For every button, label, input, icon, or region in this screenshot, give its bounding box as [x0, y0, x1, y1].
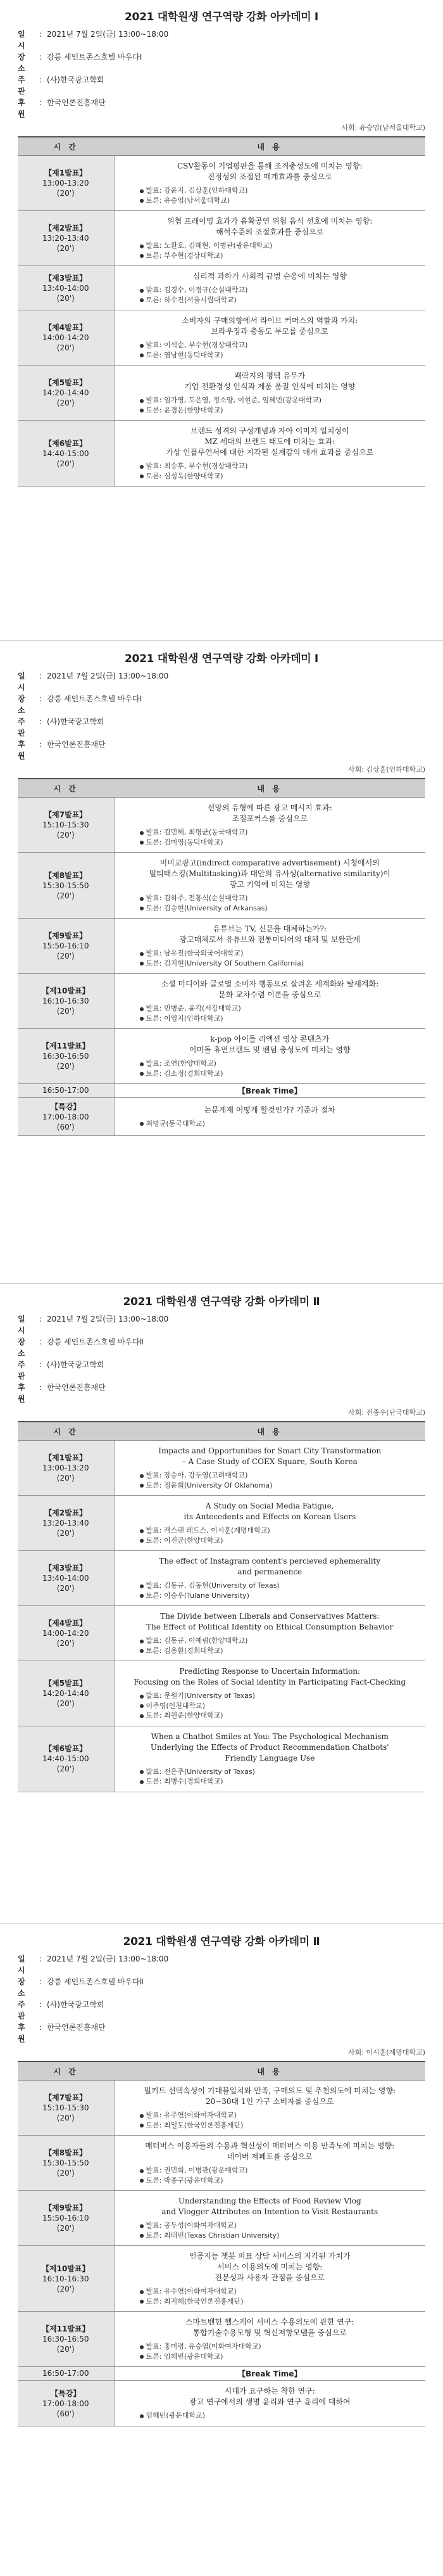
session-content [114, 1496, 425, 1551]
session-content [114, 1606, 425, 1661]
presenter-line: ● 토론: 김소정(경희대학교) [139, 1069, 223, 1078]
header-time: 시 간 [18, 137, 114, 156]
presentation-title: 논문게재 어떻게 할것인가? 기준과 절차 [204, 1105, 335, 1114]
presenter-line: ● 토론: 박종구(광운대학교) [139, 2176, 223, 2184]
table-row [18, 211, 425, 266]
session-content [114, 266, 425, 310]
info-key: 장 소 [18, 1337, 28, 1358]
table-row [18, 2191, 425, 2246]
presentation-title: 소비자의 구매의향에서 라이브 커머스의 역할과 가치: 브라우징과 충동도 부모를 중심으로 [182, 316, 358, 336]
presenter-line: ● 발표: 김동규, 이예림(한양대학교) [139, 1636, 248, 1645]
table-row [18, 1661, 425, 1726]
session-time: 【제4발표】 14:00-14:20 (20') [18, 310, 114, 366]
presentation-title: 소셜 미디어와 글로벌 소비자 행동으로 살려온 세계화와 탈세계화: 문화 교차수렴 이론을 중심으로 [161, 979, 379, 999]
table-row [18, 1029, 425, 1084]
session-content [114, 974, 425, 1029]
presenter-line: ● 토론: 최태민(Texas Christian University) [139, 2231, 280, 2240]
table-row [18, 156, 425, 211]
session-time: 【제7발표】 15:10-15:30 (20') [18, 2081, 114, 2136]
schedule-table [18, 1421, 425, 1792]
info-key: 주 관 [18, 75, 28, 96]
table-row [18, 1098, 425, 1136]
session-time: 【제5발표】 14:20-14:40 (20') [18, 1661, 114, 1726]
info-value: (사)한국광고학회 [47, 1360, 104, 1369]
info-value: (사)한국광고학회 [47, 717, 104, 726]
session-content [114, 919, 425, 974]
table-row [18, 1606, 425, 1661]
moderator: 사회: 김상훈(인하대학교) [347, 765, 425, 774]
session-time: 【특강】 17:00-18:00 (60') [18, 1098, 114, 1136]
break-time: 16:50-17:00 [18, 2367, 114, 2381]
presentation-title: 매터버스 이용자들의 수용과 혁신성이 매터버스 이용 만족도에 미치는 영향: 네이버 제페토를 중심으로 [145, 2141, 395, 2161]
info-key: 후 원 [18, 98, 28, 118]
presentation-title: 심리적 과하가 사회적 규범 순응에 미치는 영향 [192, 272, 347, 281]
moderator: 사회: 이시훈(계명대학교) [347, 2048, 425, 2056]
presenter-line: ● 발표: 유주연(이화여자대학교) [139, 2111, 237, 2119]
info-key: 일 시 [18, 1315, 28, 1335]
presenter-line: ● 토론: 최일도(한국언론진흥재단) [139, 2120, 244, 2129]
info-key: 장 소 [18, 53, 28, 73]
presenter-line: ● 토론: 최병수(경희대학교) [139, 1777, 223, 1785]
presentation-title: 브랜드 성격의 구성개념과 자아 이미지 일치성이 MZ 세대의 브랜드 태도에 미치는 효과: 가상 인플루언서에 대한 지각된 실재감의 매개 효과를 중심으로 [166, 426, 374, 457]
info-value: 한국언론진흥재단 [47, 98, 106, 107]
info-line: 일 시 : 2021년 7월 2일(금) 13:00~18:00 [18, 1315, 169, 1335]
schedule-table [18, 136, 425, 487]
program-section [18, 8, 425, 487]
session-time: 【제10발표】 16:10-16:30 (20') [18, 2246, 114, 2312]
session-content [114, 421, 425, 487]
session-time: 【제6발표】 14:40-15:00 (20') [18, 421, 114, 487]
presenter-line: ● 토론: 이진균(한양대학교) [139, 1536, 223, 1545]
info-line: 후 원 : 한국언론진흥재단 [18, 2023, 106, 2043]
info-key: 주 관 [18, 717, 28, 737]
presenter-line: ● 발표: 김동규, 김동헌(University of Texas) [139, 1581, 280, 1590]
presentation-title: Predicting Response to Uncertain Information: Focusing on the Roles of Social identity in Participating Fact-Checking [134, 1667, 406, 1687]
table-row [18, 1496, 425, 1551]
info-key: 장 소 [18, 1977, 28, 1998]
info-value: 강릉 세인트존스호텔 바우다Ⅱ [47, 1977, 144, 1986]
table-row [18, 266, 425, 310]
session-content [114, 2136, 425, 2191]
presenter-line: ● 토론: 김미영(동덕대학교) [139, 838, 223, 846]
presenter-line: ● 토론: 정윤희(University Of Oklahoma) [139, 1481, 273, 1489]
info-key: 일 시 [18, 30, 28, 50]
table-row [18, 974, 425, 1029]
session-content [114, 1726, 425, 1792]
presenter-line: ● 발표: 임가영, 도은영, 정소양, 이현준, 임혜빈(광운대학교) [139, 396, 322, 404]
presenter-line: ● 토론: 하수진(서울시립대학교) [139, 295, 237, 304]
session-content [114, 798, 425, 853]
session-content [114, 156, 425, 211]
info-value: 2021년 7월 2일(금) 13:00~18:00 [47, 1954, 169, 1963]
session-time: 【제3발표】 13:40-14:00 (20') [18, 1551, 114, 1606]
presenter-line: ● 이주영(인천대학교) [139, 1701, 206, 1710]
session-time: 【제9발표】 15:50-16:10 (20') [18, 2191, 114, 2246]
session-content [114, 2381, 425, 2426]
session-time: 【제6발표】 14:40-15:00 (20') [18, 1726, 114, 1792]
presenter-line: ● 발표: 김경수, 이정규(순실대학교) [139, 286, 248, 294]
session-time: 【제2발표】 13:20-13:40 (20') [18, 211, 114, 266]
session-content [114, 1029, 425, 1084]
presenter-line: ● 발표: 조연(한양대학교) [139, 1059, 216, 1068]
presenter-line: ● 발표: 김하주, 전홍식(순실대학교) [139, 894, 248, 902]
info-key: 주 관 [18, 2000, 28, 2020]
info-value: 한국언론진흥재단 [47, 1383, 106, 1392]
session-time: 【제10발표】 16:10-16:30 (20') [18, 974, 114, 1029]
table-row [18, 1084, 425, 1098]
session-content [114, 1441, 425, 1496]
session-content [114, 2246, 425, 2312]
session-time: 【제1발표】 13:00-13:20 (20') [18, 1441, 114, 1496]
table-row [18, 2381, 425, 2426]
session-content [114, 1098, 425, 1136]
info-value: 강릉 세인트존스호텔 바우다Ⅱ [47, 1337, 144, 1346]
presentation-title: The effect of Instagram content's percieved ephemerality and permanence [159, 1557, 381, 1576]
table-row [18, 310, 425, 366]
presenter-line: ● 발표: 노환호, 김혜현, 이병관(광운대학교) [139, 241, 273, 250]
presenter-line: ● 토론: 김승현(University of Arkansas) [139, 903, 268, 912]
presentation-title: Impacts and Opportunities for Smart City Transformation – A Case Study of COEX Square, South Korea [158, 1446, 382, 1466]
table-row [18, 1726, 425, 1792]
info-value: 2021년 7월 2일(금) 13:00~18:00 [47, 672, 169, 680]
session-content [114, 2191, 425, 2246]
presenter-line: ● 발표: 공두성(이화여자대학교) [139, 2221, 237, 2229]
header-content: 내 용 [114, 1422, 425, 1441]
header-time: 시 간 [18, 2062, 114, 2081]
session-time: 【제8발표】 15:30-15:50 (20') [18, 2136, 114, 2191]
info-value: 한국언론진흥재단 [47, 740, 106, 749]
presenter-line: ● 발표: 전은주(University of Texas) [139, 1767, 255, 1776]
session-time: 【제7발표】 15:10-15:30 (20') [18, 798, 114, 853]
section-title: 2021 대학원생 연구역량 강화 아카데미 Ⅰ [125, 11, 318, 23]
presentation-title: 비비교광고(indirect comparative advertisement) 시청에서의 멀티태스킹(Multitasking)과 대안의 유사성(alternative similarity)이 광고 기억에 미치는 영향 [149, 858, 390, 889]
header-content: 내 용 [114, 137, 425, 156]
presenter-line: ● 토론: 이승우(Tulane University) [139, 1591, 249, 1600]
header-content: 내 용 [114, 779, 425, 798]
presentation-title: 위협 프레이밍 효과가 흡확공연 위험 음식 선호에 미치는 영향: 해석수준의 조절효과를 중심으로 [167, 217, 373, 236]
presenter-line: ● 발표: 강윤지, 김상훈(인하대학교) [139, 186, 248, 194]
session-content [114, 1661, 425, 1726]
presenter-line: ● 토론: 최지혜(한국언론진흥재단) [139, 2297, 244, 2305]
info-line: 후 원 : 한국언론진흥재단 [18, 98, 106, 118]
info-value: (사)한국광고학회 [47, 75, 104, 84]
info-key: 일 시 [18, 1954, 28, 1975]
presentation-title: When a Chatbot Smiles at You: The Psychological Mechanism Underlying the Effects of Product Recommendation Chatbots' Friendly Language Use [150, 1731, 389, 1763]
presenter-line: ● 발표: 남유진(한국외국어대학교) [139, 949, 244, 957]
info-value: 강릉 세인트존스호텔 바우다Ⅰ [47, 694, 142, 703]
info-line: 장 소 : 강릉 세인트존스호텔 바우다Ⅱ [18, 1977, 144, 1998]
table-row [18, 853, 425, 919]
presenter-line: ● 발표: 최승후, 부수현(경상대학교) [139, 462, 248, 470]
info-line: 후 원 : 한국언론진흥재단 [18, 740, 106, 760]
table-row [18, 919, 425, 974]
moderator: 사회: 전종우(단국대학교) [347, 1408, 425, 1417]
info-value: 강릉 세인트존스호텔 바우다Ⅰ [47, 53, 142, 61]
info-value: 2021년 7월 2일(금) 13:00~18:00 [47, 30, 169, 39]
presentation-title: 인공지능 챗봇 피표 상담 서비스의 지각된 가치가 서비스 이용의도에 미치는 영향: 전문성과 사용자 관점을 중심으로 [189, 2252, 351, 2282]
section-title: 2021 대학원생 연구역량 강화 아카데미 Ⅱ [123, 1935, 320, 1948]
section-title: 2021 대학원생 연구역량 강화 아카데미 Ⅱ [123, 1296, 320, 1308]
presentation-title: 쾌락지의 평택 유무가 기업 전환경성 인식과 제품 품질 인식에 미치는 영향 [184, 371, 356, 391]
section-divider [0, 1283, 443, 1284]
presenter-line: ● 발표: 캐스팬 레드스, 이시훈(계명대학교) [139, 1526, 270, 1534]
info-value: (사)한국광고학회 [47, 2000, 104, 2009]
session-time: 【제2발표】 13:20-13:40 (20') [18, 1496, 114, 1551]
moderator: 사회: 유승엽(남서울대학교) [341, 124, 425, 132]
info-key: 장 소 [18, 694, 28, 715]
session-time: 【제8발표】 15:30-15:50 (20') [18, 853, 114, 919]
session-time: 【제3발표】 13:40-14:00 (20') [18, 266, 114, 310]
presentation-title: 시대가 요구하는 착한 연구: 광고 연구에서의 생명 윤리와 연구 윤리에 대하여 [189, 2387, 351, 2407]
info-value: 한국언론진흥재단 [47, 2023, 106, 2032]
session-time: 【제4발표】 14:00-14:20 (20') [18, 1606, 114, 1661]
presentation-title: 스마트밴헌 헬스케어 서비스 수용의도에 관한 연구: 통합기술수용모형 및 혁신저항모델을 중심으로 [185, 2318, 354, 2337]
presenter-line: ● 발표: 권민희, 이병관(광운대학교) [139, 2166, 248, 2174]
presenter-line: ● 토론: 부수현(경상대학교) [139, 251, 223, 260]
table-row [18, 1441, 425, 1496]
table-row [18, 421, 425, 487]
session-content [114, 2081, 425, 2136]
info-key: 일 시 [18, 672, 28, 692]
session-content [114, 366, 425, 421]
table-row [18, 2246, 425, 2312]
info-line: 주 관 : (사)한국광고학회 [18, 1360, 104, 1380]
presentation-title: The Divide between Liberals and Conservatives Matters: The Effect of Political Identity on Ethical Consumption Behavior [146, 1612, 394, 1631]
table-row [18, 2367, 425, 2381]
info-line: 일 시 : 2021년 7월 2일(금) 13:00~18:00 [18, 672, 169, 692]
info-line: 주 관 : (사)한국광고학회 [18, 717, 104, 737]
session-content [114, 1551, 425, 1606]
presenter-line: ● 발표: 민병준, 윤각(서강대학교) [139, 1004, 241, 1012]
table-row [18, 2136, 425, 2191]
session-content [114, 853, 425, 919]
presenter-line: ● 토론: 김용환(경희대학교) [139, 1646, 223, 1655]
presenter-line: ● 토론: 김지현(University Of Southern California) [139, 959, 304, 967]
break-label: 【Break Time】 [114, 2367, 425, 2381]
table-row [18, 798, 425, 853]
program-section [18, 649, 425, 1136]
header-time: 시 간 [18, 1422, 114, 1441]
info-line: 장 소 : 강릉 세인트존스호텔 바우다Ⅰ [18, 53, 142, 73]
info-key: 주 관 [18, 1360, 28, 1380]
presenter-line: ● 토론: 최원준(한양대학교) [139, 1711, 223, 1719]
session-time: 【제5발표】 14:20-14:40 (20') [18, 366, 114, 421]
presentation-title: 유튜브는 TV, 신문을 대체하는가?: 광고매체로서 유튜브와 전통미디어의 대체 및 보완관계 [179, 924, 361, 944]
presenter-line: ● 토론: 임혜빈(광운대학교) [139, 2352, 223, 2361]
presenter-line: ● 발표: 김민혜, 최명균(동국대학교) [139, 828, 248, 836]
table-row [18, 366, 425, 421]
info-line: 일 시 : 2021년 7월 2일(금) 13:00~18:00 [18, 1954, 169, 1975]
presentation-title: k-pop 아이돌 리액션 영상 콘텐츠가 이미돌 휴먼브랜드 및 팬덤 충성도에 미치는 영향 [189, 1035, 351, 1054]
presentation-title: A Study on Social Media Fatigue, its Antecedents and Effects on Korean Users [184, 1502, 356, 1521]
session-content [114, 2312, 425, 2367]
session-time: 【제11발표】 16:30-16:50 (20') [18, 2312, 114, 2367]
info-line: 후 원 : 한국언론진흥재단 [18, 1383, 106, 1403]
info-line: 주 관 : (사)한국광고학회 [18, 2000, 104, 2020]
info-line: 주 관 : (사)한국광고학회 [18, 75, 104, 96]
presenter-line: ● 임혜빈(광운대학교) [139, 2411, 206, 2420]
session-time: 【제1발표】 13:00-13:20 (20') [18, 156, 114, 211]
info-line: 장 소 : 강릉 세인트존스호텔 바우다Ⅱ [18, 1337, 144, 1358]
presenter-line: ● 발표: 이석순, 부수현(경상대학교) [139, 341, 248, 349]
table-row [18, 1551, 425, 1606]
section-title: 2021 대학원생 연구역량 강화 아카데미 Ⅰ [125, 653, 318, 665]
session-time: 【특강】 17:00-18:00 (60') [18, 2381, 114, 2426]
info-key: 후 원 [18, 2023, 28, 2043]
table-row [18, 2312, 425, 2367]
header-content: 내 용 [114, 2062, 425, 2081]
table-row [18, 2081, 425, 2136]
session-time: 【제9발표】 15:50-16:10 (20') [18, 919, 114, 974]
header-time: 시 간 [18, 779, 114, 798]
presentation-title: CSV활동이 기업평판을 통해 조직충성도에 미치는 영향: 진정성의 조절된 매개효과를 중심으로 [177, 162, 363, 181]
presenter-line: ● 토론: 유승엽(남서울대학교) [139, 196, 230, 205]
presenter-line: ● 토론: 윤경은(한양대학교) [139, 405, 223, 414]
info-key: 후 원 [18, 1383, 28, 1403]
info-line: 일 시 : 2021년 7월 2일(금) 13:00~18:00 [18, 30, 169, 50]
info-value: 2021년 7월 2일(금) 13:00~18:00 [47, 1315, 169, 1323]
program-section [18, 1932, 425, 2426]
presenter-line: ● 토론: 염남현(동덕대학교) [139, 350, 223, 359]
presentation-title: 밀키트 선택속성이 기대불일치와 만족, 구매의도 및 추천의도에 미치는 영향: 20~30대 1인 가구 소비자를 중심으로 [144, 2086, 396, 2106]
presenter-line: ● 최명균(동국대학교) [139, 1119, 206, 1128]
session-content [114, 310, 425, 366]
session-time: 【제11발표】 16:30-16:50 (20') [18, 1029, 114, 1084]
presentation-title: 선망의 유형에 따른 광고 메시지 효과: 조절포커스를 중심으로 [207, 803, 332, 823]
presenter-line: ● 발표: 문원기(University of Texas) [139, 1692, 255, 1700]
presenter-line: ● 발표: 장승아, 강두영(고려대학교) [139, 1471, 248, 1479]
program-section [18, 1292, 425, 1792]
presenter-line: ● 발표: 유수연(이화여자대학교) [139, 2287, 237, 2295]
section-divider [0, 640, 443, 641]
presentation-title: Understanding the Effects of Food Review Vlog and Vlogger Attributes on Intention to Visit Restaurants [161, 2197, 378, 2216]
break-time: 16:50-17:00 [18, 1084, 114, 1098]
break-label: 【Break Time】 [114, 1084, 425, 1098]
session-content [114, 211, 425, 266]
schedule-table [18, 2061, 425, 2426]
info-key: 후 원 [18, 740, 28, 760]
schedule-table [18, 778, 425, 1136]
info-line: 장 소 : 강릉 세인트존스호텔 바우다Ⅰ [18, 694, 142, 715]
presenter-line: ● 토론: 심성욱(한양대학교) [139, 471, 223, 480]
presenter-line: ● 토론: 이영지(인하대학교) [139, 1014, 223, 1023]
presenter-line: ● 발표: 홍미령, 유승엽(이화여자대학교) [139, 2342, 261, 2350]
